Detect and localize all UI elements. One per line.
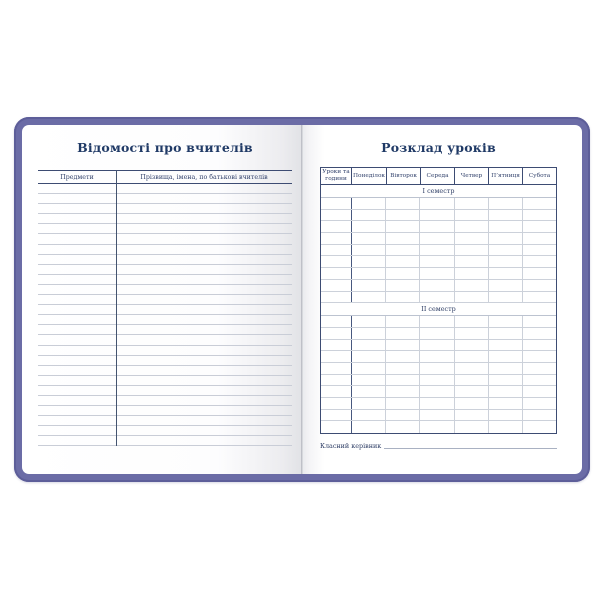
schedule-row: [321, 221, 556, 233]
schedule-cell: [489, 233, 523, 244]
left-page-title: Відомості про вчителів: [77, 140, 253, 155]
schedule-cell: [321, 233, 352, 244]
schedule-cell: [352, 256, 386, 267]
teacher-row: [38, 366, 292, 376]
teacher-row: [38, 386, 292, 396]
schedule-cell: [455, 280, 489, 291]
column-header-monday: Понеділок: [352, 168, 387, 184]
schedule-cell: [386, 398, 420, 409]
schedule-cell: [386, 340, 420, 351]
schedule-cell: [455, 386, 489, 397]
schedule-cell: [455, 375, 489, 386]
schedule-cell: [489, 221, 523, 232]
schedule-cell: [523, 221, 556, 232]
column-header-saturday: Субота: [528, 172, 551, 179]
teacher-row: [38, 416, 292, 426]
schedule-cell: [352, 340, 386, 351]
schedule-cell: [420, 280, 454, 291]
schedule-cell: [386, 256, 420, 267]
column-header-thursday: Четвер: [455, 168, 489, 184]
schedule-cell: [455, 363, 489, 374]
schedule-cell: [489, 256, 523, 267]
schedule-cell: [321, 398, 352, 409]
schedule-cell: [420, 363, 454, 374]
schedule-row: [321, 363, 556, 375]
schedule-cell: [352, 233, 386, 244]
schedule-cell: [352, 210, 386, 221]
schedule-row: [321, 233, 556, 245]
teacher-row: [38, 305, 292, 315]
schedule-cell: [489, 421, 523, 433]
schedule-cell: [523, 363, 556, 374]
open-pages: [22, 125, 582, 474]
schedule-cell: [420, 375, 454, 386]
schedule-cell: [489, 351, 523, 362]
schedule-cell: [523, 351, 556, 362]
schedule-cell: [352, 221, 386, 232]
schedule-row: [321, 398, 556, 410]
schedule-row: [321, 351, 556, 363]
schedule-cell: [321, 221, 352, 232]
schedule-row: [321, 210, 556, 222]
schedule-cell: [455, 316, 489, 327]
teacher-row: [38, 295, 292, 305]
schedule-cell: [420, 268, 454, 279]
teacher-row: [38, 315, 292, 325]
teacher-row: [38, 356, 292, 366]
schedule-cell: [352, 198, 386, 209]
schedule-cell: [420, 221, 454, 232]
schedule-row: [321, 245, 556, 257]
schedule-cell: [386, 221, 420, 232]
right-page: [302, 125, 582, 474]
schedule-row: [321, 328, 556, 340]
semester-1-grid: [321, 198, 556, 303]
schedule-cell: [420, 256, 454, 267]
teacher-row: [38, 265, 292, 275]
column-header-tuesday: Вівторок: [387, 168, 421, 184]
schedule-row: [321, 292, 556, 304]
schedule-cell: [321, 268, 352, 279]
schedule-cell: [352, 292, 386, 303]
schedule-cell: [523, 340, 556, 351]
schedule-cell: [420, 233, 454, 244]
teachers-table-header: [38, 170, 292, 184]
column-header-lessons-hours: Уроки та години: [321, 168, 352, 184]
column-header-wednesday: Середа: [421, 168, 455, 184]
schedule-cell: [386, 363, 420, 374]
schedule-cell: [489, 375, 523, 386]
teachers-column-divider: [116, 170, 117, 446]
schedule-cell: [386, 245, 420, 256]
teacher-row: [38, 346, 292, 356]
schedule-cell: [489, 328, 523, 339]
schedule-row: [321, 340, 556, 352]
schedule-cell: [420, 210, 454, 221]
schedule-cell: [420, 386, 454, 397]
schedule-cell: [352, 316, 386, 327]
schedule-cell: [523, 398, 556, 409]
schedule-cell: [386, 292, 420, 303]
schedule-row: [321, 386, 556, 398]
schedule-cell: [455, 233, 489, 244]
schedule-cell: [489, 340, 523, 351]
teacher-row: [38, 234, 292, 244]
schedule-cell: [489, 210, 523, 221]
schedule-cell: [523, 198, 556, 209]
schedule-cell: [321, 410, 352, 421]
schedule-cell: [523, 292, 556, 303]
schedule-cell: [386, 268, 420, 279]
teacher-row: [38, 194, 292, 204]
teacher-row: [38, 396, 292, 406]
schedule-cell: [386, 233, 420, 244]
schedule-cell: [386, 386, 420, 397]
teacher-row: [38, 245, 292, 255]
schedule-cell: [352, 351, 386, 362]
schedule-cell: [420, 198, 454, 209]
schedule-cell: [321, 210, 352, 221]
schedule-cell: [489, 245, 523, 256]
schedule-cell: [523, 256, 556, 267]
schedule-cell: [352, 328, 386, 339]
schedule-cell: [386, 351, 420, 362]
schedule-cell: [321, 351, 352, 362]
spine-seam: [301, 125, 303, 474]
teacher-row: [38, 184, 292, 194]
schedule-cell: [523, 386, 556, 397]
schedule-cell: [489, 398, 523, 409]
schedule-cell: [352, 410, 386, 421]
left-page: [22, 125, 302, 474]
schedule-cell: [455, 245, 489, 256]
schedule-cell: [321, 256, 352, 267]
schedule-cell: [321, 328, 352, 339]
schedule-cell: [523, 233, 556, 244]
schedule-cell: [455, 410, 489, 421]
schedule-cell: [489, 410, 523, 421]
schedule-cell: [455, 268, 489, 279]
schedule-cell: [420, 340, 454, 351]
schedule-cell: [352, 375, 386, 386]
subjects-column-header: Предмети: [60, 173, 94, 181]
schedule-row: [321, 280, 556, 292]
semester-2-band: ІІ семестр: [321, 303, 556, 316]
schedule-cell: [420, 328, 454, 339]
schedule-cell: [386, 375, 420, 386]
teacher-row: [38, 406, 292, 416]
schedule-cell: [321, 375, 352, 386]
semester-1-band: І семестр: [321, 185, 556, 198]
schedule-cell: [321, 340, 352, 351]
schedule-cell: [455, 198, 489, 209]
schedule-cell: [321, 421, 352, 433]
schedule-cell: [455, 421, 489, 433]
schedule-cell: [321, 198, 352, 209]
schedule-cell: [321, 316, 352, 327]
schedule-cell: [455, 210, 489, 221]
schedule-cell: [321, 292, 352, 303]
schedule-cell: [523, 268, 556, 279]
schedule-cell: [386, 421, 420, 433]
schedule-cell: [455, 292, 489, 303]
schedule-cell: [386, 316, 420, 327]
schedule-row: [321, 268, 556, 280]
teacher-row: [38, 426, 292, 436]
schedule-cell: [321, 363, 352, 374]
class-teacher-fill-line: [384, 448, 557, 449]
schedule-cell: [455, 256, 489, 267]
schedule-cell: [455, 340, 489, 351]
teacher-row: [38, 204, 292, 214]
class-teacher-label: Класний керівник: [320, 442, 382, 450]
schedule-cell: [420, 398, 454, 409]
teacher-row: [38, 275, 292, 285]
teachers-table: [38, 170, 292, 446]
schedule-cell: [386, 210, 420, 221]
schedule-cell: [352, 386, 386, 397]
schedule-cell: [420, 292, 454, 303]
schedule-table-header: [321, 168, 556, 185]
teacher-row: [38, 255, 292, 265]
schedule-cell: [352, 245, 386, 256]
semester-2-grid: [321, 316, 556, 433]
schedule-cell: [523, 421, 556, 433]
schedule-cell: [523, 210, 556, 221]
schedule-cell: [489, 363, 523, 374]
schedule-cell: [455, 328, 489, 339]
schedule-row: [321, 375, 556, 387]
schedule-row: [321, 410, 556, 422]
column-header-friday: П’ятниця: [489, 168, 523, 184]
schedule-cell: [420, 245, 454, 256]
right-page-title: Розклад уроків: [381, 140, 496, 155]
teacher-row: [38, 436, 292, 446]
schedule-cell: [489, 386, 523, 397]
schedule-cell: [455, 351, 489, 362]
schedule-cell: [489, 316, 523, 327]
schedule-cell: [489, 292, 523, 303]
teacher-row: [38, 224, 292, 234]
teacher-row: [38, 376, 292, 386]
schedule-cell: [386, 328, 420, 339]
schedule-cell: [321, 386, 352, 397]
schedule-cell: [523, 316, 556, 327]
schedule-cell: [386, 198, 420, 209]
schedule-cell: [420, 351, 454, 362]
teachers-column-header: Прізвища, імена, по батькові вчителів: [140, 173, 268, 181]
teacher-row: [38, 285, 292, 295]
schedule-cell: [352, 398, 386, 409]
schedule-cell: [523, 375, 556, 386]
schedule-row: [321, 198, 556, 210]
schedule-row: [321, 256, 556, 268]
schedule-cell: [352, 268, 386, 279]
schedule-cell: [420, 421, 454, 433]
teacher-row: [38, 325, 292, 335]
schedule-cell: [321, 280, 352, 291]
schedule-table: [320, 167, 557, 434]
schedule-cell: [523, 245, 556, 256]
schedule-cell: [489, 280, 523, 291]
schedule-cell: [386, 410, 420, 421]
teachers-table-rows: [38, 184, 292, 446]
schedule-row: [321, 316, 556, 328]
schedule-cell: [352, 363, 386, 374]
schedule-cell: [455, 398, 489, 409]
schedule-cell: [523, 280, 556, 291]
schedule-cell: [352, 421, 386, 433]
schedule-row: [321, 421, 556, 433]
teacher-row: [38, 214, 292, 224]
class-teacher-footer: [320, 442, 557, 450]
teacher-row: [38, 335, 292, 345]
schedule-cell: [523, 328, 556, 339]
schedule-cell: [420, 410, 454, 421]
schedule-cell: [420, 316, 454, 327]
schedule-cell: [352, 280, 386, 291]
schedule-cell: [489, 268, 523, 279]
schedule-cell: [523, 410, 556, 421]
schedule-cell: [386, 280, 420, 291]
schedule-cell: [489, 198, 523, 209]
schedule-cell: [321, 245, 352, 256]
schedule-cell: [455, 221, 489, 232]
